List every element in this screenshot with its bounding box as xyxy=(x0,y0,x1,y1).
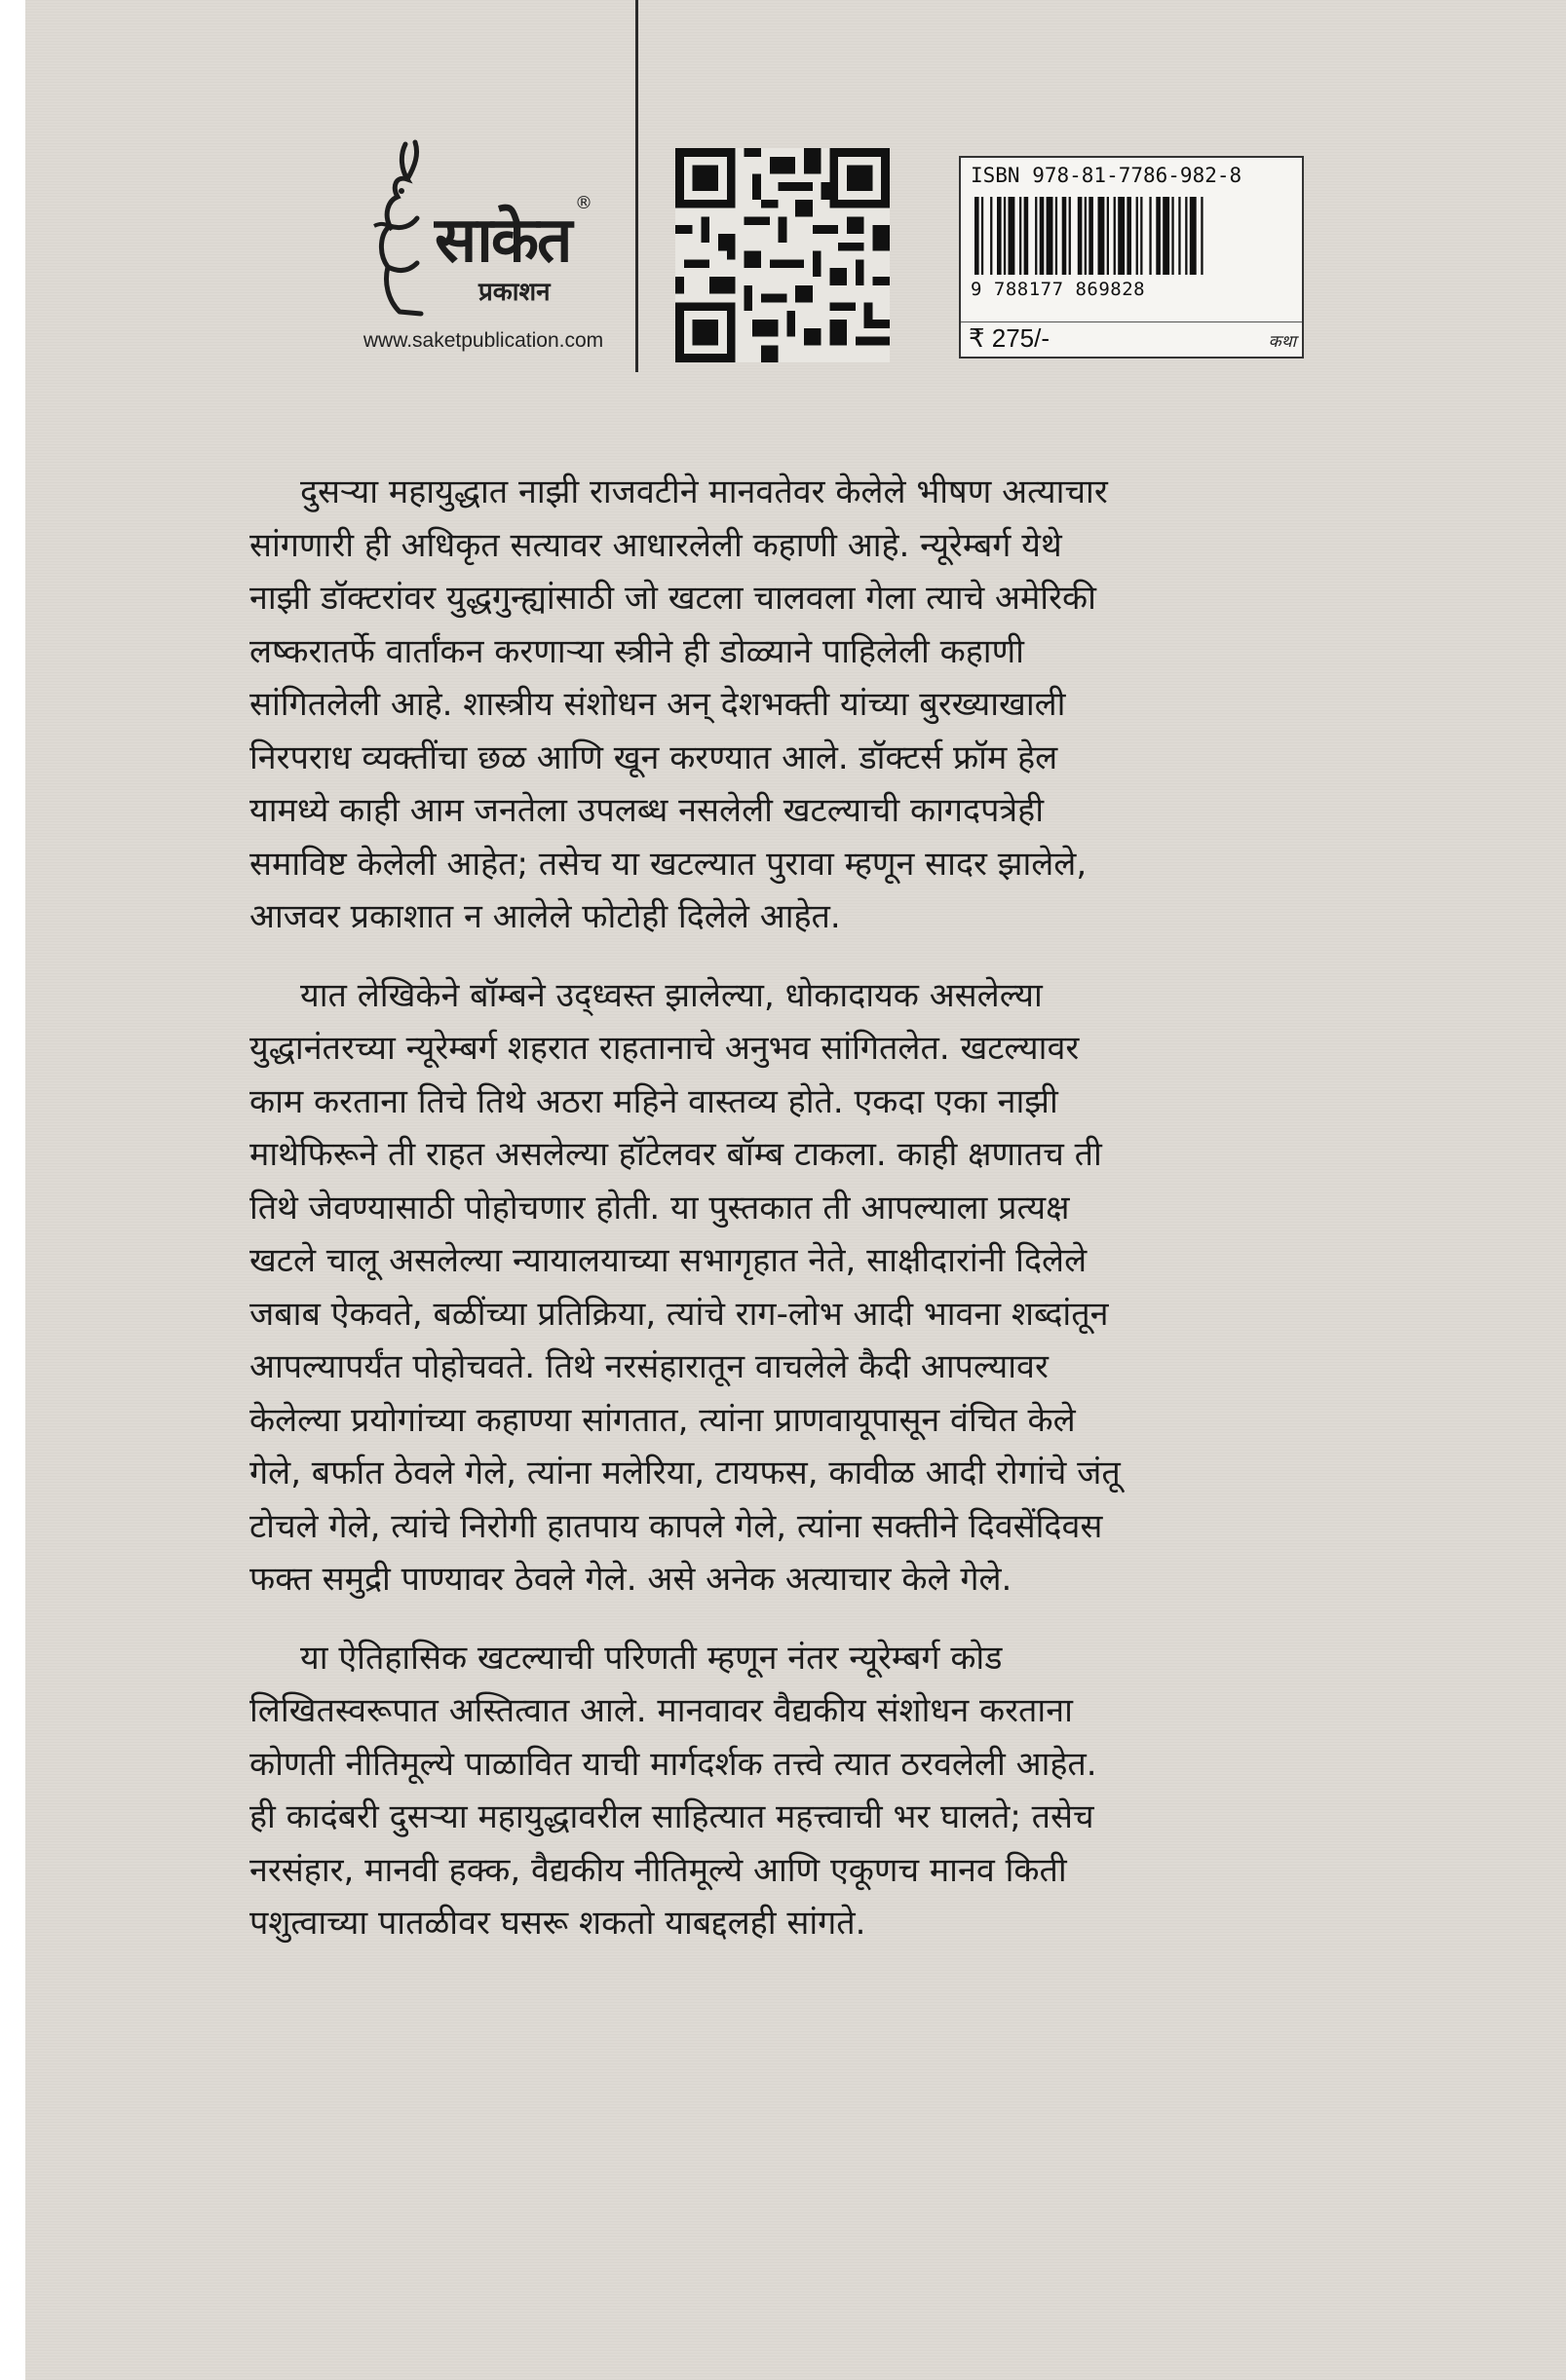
blurb-line: माथेफिरूने ती राहत असलेल्या हॉटेलवर बॉम्ब टाकला. काही क्षणातच ती xyxy=(249,1135,1102,1174)
blurb-line: दुसऱ्या महायुद्धात नाझी राजवटीने मानवतेवर केलेले भीषण अत्याचार xyxy=(300,472,1108,511)
publisher-logo xyxy=(308,136,659,360)
ean-digits: 9 788177 869828 xyxy=(971,279,1146,300)
blurb-line: केलेल्या प्रयोगांच्या कहाण्या सांगतात, त्यांना प्राणवायूपासून वंचित केले xyxy=(249,1400,1076,1440)
cover-header xyxy=(25,0,1566,390)
barcode-icon xyxy=(974,197,1292,275)
blurb-line: सांगितलेली आहे. शास्त्रीय संशोधन अन् देशभक्ती यांच्या बुरख्याखाली xyxy=(249,685,1066,724)
blurb-line: जबाब ऐकवते, बळींच्या प्रतिक्रिया, त्यांचे राग-लोभ आदी भावना शब्दांतून xyxy=(249,1294,1109,1334)
publisher-subtitle: प्रकाशन xyxy=(478,278,551,307)
blurb-line: निरपराध व्यक्तींचा छळ आणि खून करण्यात आले. डॉक्टर्स फ्रॉम हेल xyxy=(249,737,1058,777)
blurb-paragraph-2 xyxy=(249,969,1372,1606)
header-divider xyxy=(635,0,638,372)
blurb-line: फक्त समुद्री पाण्यावर ठेवले गेले. असे अनेक अत्याचार केले गेले. xyxy=(249,1560,1012,1599)
blurb-line: काम करताना तिचे तिथे अठरा महिने वास्तव्य होते. एकदा एका नाझी xyxy=(249,1081,1058,1121)
blurb-line: लष्करातर्फे वार्तांकन करणाऱ्या स्त्रीने ही डोळ्याने पाहिलेली कहाणी xyxy=(249,631,1024,671)
blurb-line: टोचले गेले, त्यांचे निरोगी हातपाय कापले गेले, त्यांना सक्तीने दिवसेंदिवस xyxy=(249,1506,1103,1546)
blurb-line: आजवर प्रकाशात न आलेले फोटोही दिलेले आहेत. xyxy=(249,897,841,936)
blurb-line: युद्धानंतरच्या न्यूरेम्बर्ग शहरात राहतानाचे अनुभव सांगितलेत. खटल्यावर xyxy=(249,1029,1080,1068)
rabbit-icon xyxy=(366,136,444,321)
blurb-paragraph-1 xyxy=(249,466,1372,944)
blurb-paragraph-3 xyxy=(249,1632,1372,1950)
price-divider xyxy=(961,321,1302,322)
blurb-line: या ऐतिहासिक खटल्याची परिणती म्हणून नंतर न्यूरेम्बर्ग कोड xyxy=(300,1638,1003,1678)
blurb-line: यामध्ये काही आम जनतेला उपलब्ध नसलेली खटल्याची कागदपत्रेही xyxy=(249,791,1045,830)
price: ₹ 275/- xyxy=(969,323,1050,353)
blurb-line: सांगणारी ही अधिकृत सत्यावर आधारलेली कहाणी आहे. न्यूरेम्बर्ग येथे xyxy=(249,525,1062,565)
blurb-line: नरसंहार, मानवी हक्क, वैद्यकीय नीतिमूल्ये आणि एकूणच मानव किती xyxy=(249,1850,1067,1890)
blurb-line: गेले, बर्फात ठेवले गेले, त्यांना मलेरिया, टायफस, कावीळ आदी रोगांचे जंतू xyxy=(249,1454,1121,1492)
blurb-line: कोणती नीतिमूल्ये पाळावित याची मार्गदर्शक तत्त्वे त्यात ठरवलेली आहेत. xyxy=(249,1744,1097,1784)
blurb-line: नाझी डॉक्टरांवर युद्धगुन्ह्यांसाठी जो खटला चालवला गेला त्याचे अमेरिकी xyxy=(249,579,1096,618)
blurb-line: पशुत्वाच्या पातळीवर घसरू शकतो याबद्दलही सांगते. xyxy=(249,1904,866,1943)
blurb-line: समाविष्ट केलेली आहेत; तसेच या खटल्यात पुरावा म्हणून सादर झालेले, xyxy=(249,844,1088,884)
blurb-line: आपल्यापर्यंत पोहोचवते. तिथे नरसंहारातून वाचलेले कैदी आपल्यावर xyxy=(249,1347,1049,1386)
blurb-line: खटले चालू असलेल्या न्यायालयाच्या सभागृहात नेते, साक्षीदारांनी दिलेले xyxy=(249,1241,1088,1280)
publisher-wordmark: साकेत xyxy=(435,204,571,277)
isbn-label: ISBN 978-81-7786-982-8 xyxy=(971,164,1242,187)
publisher-website: www.saketpublication.com xyxy=(363,329,604,352)
back-cover xyxy=(25,0,1566,2380)
registered-mark: ® xyxy=(575,193,592,213)
blurb-line: ही कादंबरी दुसऱ्या महायुद्धावरील साहित्यात महत्त्वाची भर घालते; तसेच xyxy=(249,1797,1094,1836)
blurb-line: लिखितस्वरूपात अस्तित्वात आले. मानवावर वैद्यकीय संशोधन करताना xyxy=(249,1691,1073,1730)
blurb-line: यात लेखिकेने बॉम्बने उद्ध्वस्त झालेल्या, धोकादायक असलेल्या xyxy=(300,975,1043,1015)
blurb-text xyxy=(249,466,1372,1976)
isbn-barcode-box xyxy=(959,156,1304,359)
qr-code xyxy=(675,148,890,362)
blurb-line: तिथे जेवण्यासाठी पोहोचणार होती. या पुस्तकात ती आपल्याला प्रत्यक्ष xyxy=(249,1188,1070,1228)
genre-label: कथा xyxy=(1268,332,1296,352)
